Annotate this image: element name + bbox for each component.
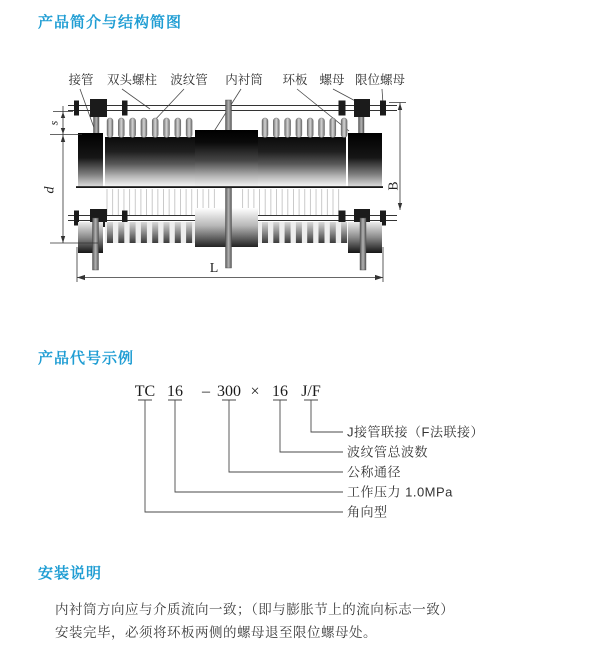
label-jieguan: 接管 [68, 73, 94, 87]
section-title-installation: 安装说明 [38, 565, 103, 582]
section-title-product-code: 产品代号示例 [38, 350, 135, 367]
tie-rod-top [68, 106, 397, 111]
callout-type: 角向型 [347, 504, 388, 520]
section-title-product-intro: 产品简介与结构简图 [38, 14, 183, 31]
installation-notes [55, 598, 454, 644]
callout-pressure: 工作压力 1.0MPa [347, 484, 453, 500]
label-xianweiluomu: 限位螺母 [354, 73, 406, 87]
callout-labels [347, 425, 484, 520]
callout-lines [138, 400, 343, 512]
installation-note-line2: 安装完毕，必须将环板两侧的螺母退至限位螺母处。 [55, 625, 377, 640]
label-bowenguan: 波纹管 [170, 73, 208, 87]
callout-connection: J接管联接（F法联接） [347, 424, 484, 440]
code-tokens [135, 383, 321, 400]
body-top [78, 130, 382, 188]
code-token-conn: J/F [301, 383, 321, 400]
code-token-dn: 300 [217, 383, 241, 400]
label-huanban: 环板 [282, 73, 308, 87]
dim-label-d: d [42, 186, 58, 194]
label-shuangtouluozhu: 双头螺柱 [106, 73, 158, 87]
callout-wave-count: 波纹管总波数 [347, 444, 429, 460]
code-token-pressure: 16 [167, 383, 183, 400]
dim-label-L: L [209, 261, 219, 276]
callout-nominal-dia: 公称通径 [347, 464, 402, 480]
bore-line [76, 186, 383, 188]
product-code-diagram [0, 376, 600, 556]
part-labels [68, 72, 405, 87]
dimension-B [389, 103, 406, 211]
code-token-dash: – [202, 383, 210, 400]
code-token-waves: 16 [272, 383, 288, 400]
structure-diagram [0, 60, 600, 292]
dim-label-B: B [385, 181, 401, 191]
code-token-type: TC [134, 383, 156, 400]
label-luomu: 螺母 [319, 73, 345, 87]
dim-label-s: s [46, 120, 61, 126]
installation-note-line1: 内衬筒方向应与介质流向一致；（即与膨胀节上的流向标志一致） [55, 602, 455, 617]
label-neichentong: 内衬筒 [225, 73, 263, 87]
code-token-times: × [250, 383, 260, 400]
